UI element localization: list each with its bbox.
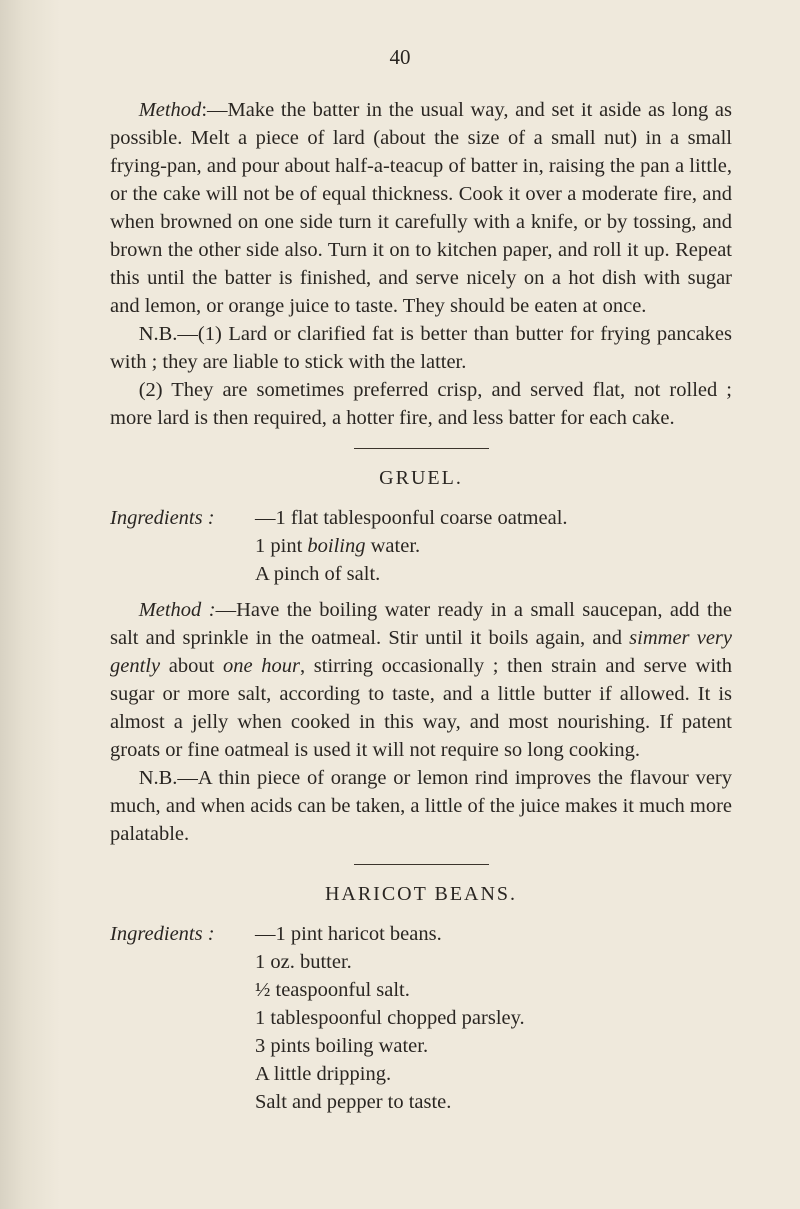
section-divider <box>354 448 489 449</box>
ingredient-item: ½ teaspoonful salt. <box>255 979 410 1001</box>
pancake-note-1: N.B.—(1) Lard or clarified fat is better than butter for frying pancakes with ; they are liable to stick with the latter. <box>110 323 732 373</box>
page-content <box>110 96 732 1116</box>
gruel-method-paragraph: Method :—Have the boiling water ready in a small saucepan, add the salt and sprinkle in the oatmeal. Stir until it boils again, and simmer very gently about one hour, stirring occasionally ; then strain and serve with sugar or more salt, according to taste, and a little butter if allowed. It is almost a jelly when cooked in this way, and most nourishing. If patent groats or fine oatmeal is used it will not require so long cooking. <box>110 599 732 761</box>
pancake-note-2: (2) They are sometimes preferred crisp, and served flat, not rolled ; more lard is then required, a hotter fire, and less batter for each cake. <box>110 379 732 429</box>
haricot-ingredients-label: Ingredients : <box>110 923 215 945</box>
gruel-ingredients-label: Ingredients : <box>110 507 215 529</box>
ingredient-item: 1 pint boiling water. <box>255 535 421 557</box>
ingredient-item: —1 pint haricot beans. <box>255 923 442 945</box>
ingredient-item: 3 pints boiling water. <box>255 1035 429 1057</box>
haricot-title: HARICOT BEANS. <box>324 883 518 905</box>
pancake-method-text: :—Make the batter in the usual way, and set it aside as long as possible. Melt a piece of lard (about the size of a small nut) in a small frying-pan, and pour about half-a-teacup of batter in, raising the pan a little, or the cake will not be of equal thickness. Cook it over a moderate fire, and when browned on one side turn it carefully with a knife, or by tossing, and brown the other side also. Turn it on to kitchen paper, and roll it up. Repeat this until the batter is finished, and serve nicely on a hot dish with sugar and lemon, or orange juice to taste. They should be eaten at once. <box>110 99 732 317</box>
ingredient-item: 1 oz. butter. <box>255 951 352 973</box>
page-edge-shadow <box>0 0 60 1209</box>
haricot-ingredients <box>110 920 732 1116</box>
ingredient-item: —1 flat tablespoonful coarse oatmeal. <box>255 507 568 529</box>
section-divider <box>354 864 489 865</box>
ingredient-item: 1 tablespoonful chopped parsley. <box>255 1007 525 1029</box>
haricot-ingredients-list <box>255 920 525 1116</box>
gruel-ingredients <box>110 504 732 588</box>
ingredient-item: Salt and pepper to taste. <box>255 1091 452 1113</box>
page-number: 40 <box>389 45 411 69</box>
ingredient-item: A pinch of salt. <box>255 563 381 585</box>
gruel-note: N.B.—A thin piece of orange or lemon rind improves the flavour very much, and when acids can be taken, a little of the juice makes it much more palatable. <box>110 767 732 845</box>
pancake-method-paragraph <box>110 96 732 320</box>
pancake-method-label: Method <box>138 99 202 121</box>
gruel-title: GRUEL. <box>379 467 463 489</box>
ingredient-item: A little dripping. <box>255 1063 392 1085</box>
gruel-method-label: Method : <box>138 599 216 621</box>
gruel-ingredients-list <box>255 504 568 588</box>
